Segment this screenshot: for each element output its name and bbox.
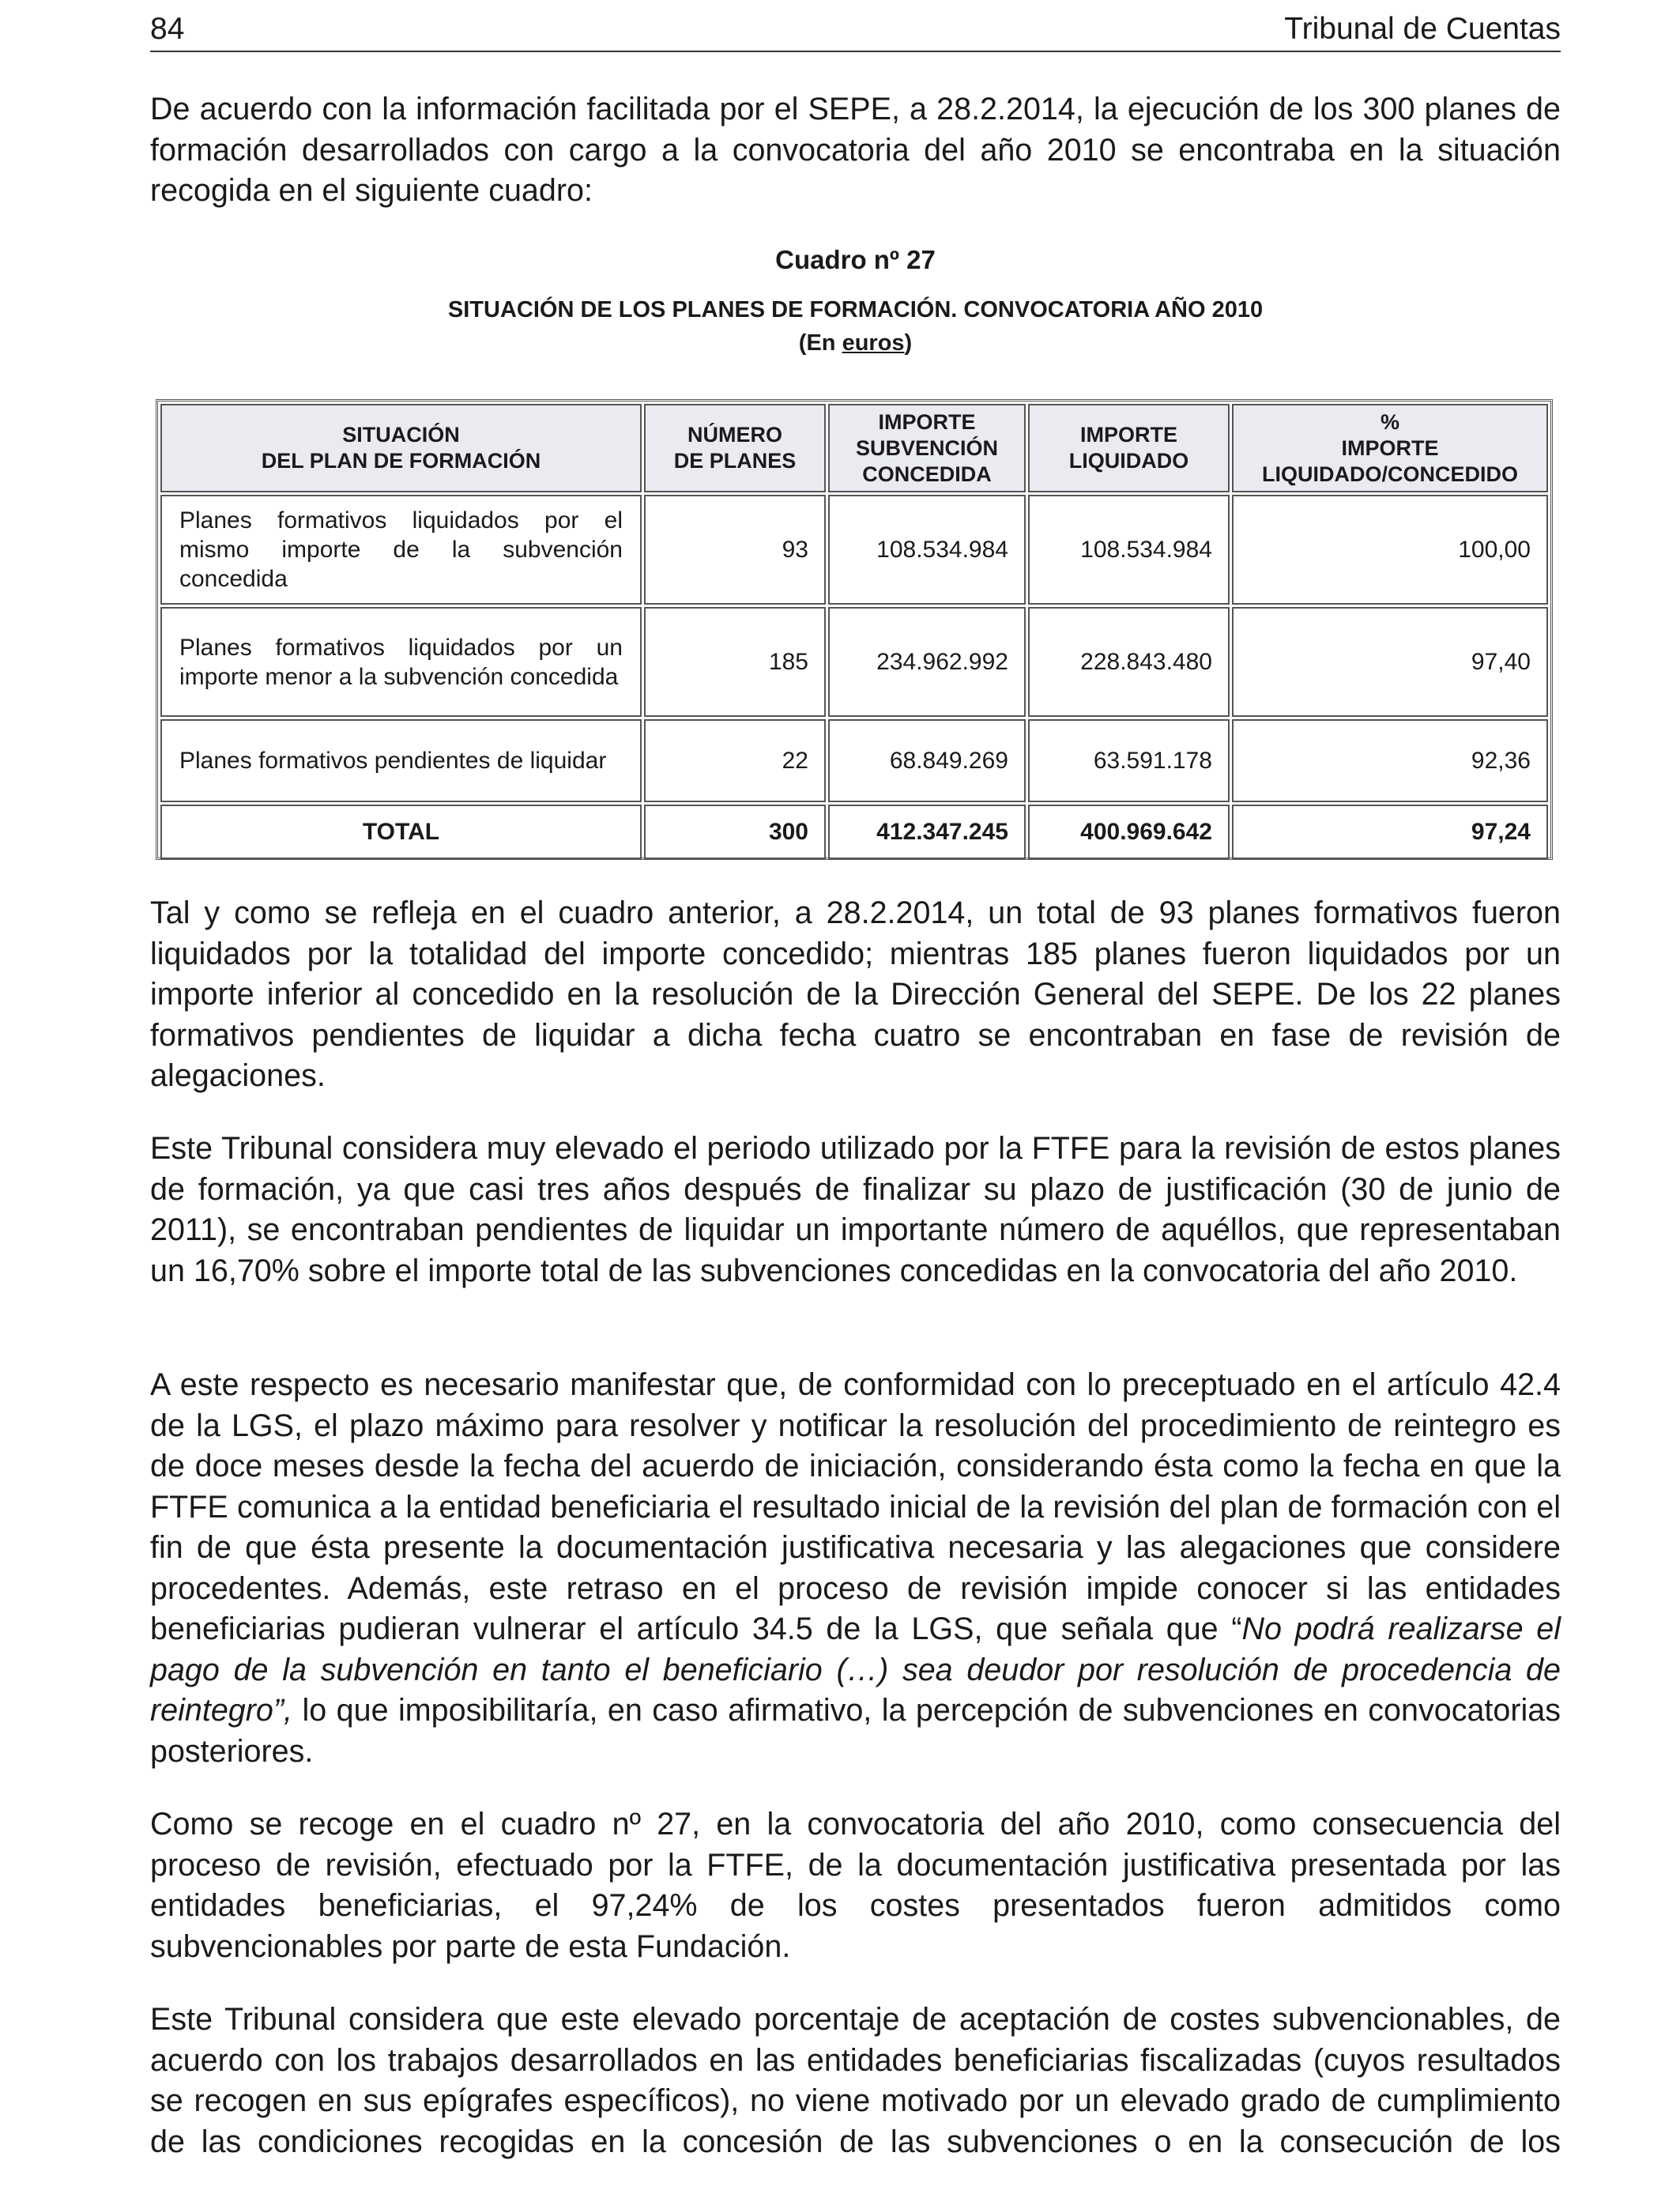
paragraph-text: lo que imposibilitaría, en caso afirmativo, la percepción de subvenciones en convocatorias posteriores. bbox=[150, 1693, 1561, 1769]
units-prefix: (En bbox=[798, 330, 842, 356]
table-header-row bbox=[160, 404, 1548, 492]
data-table bbox=[156, 399, 1553, 860]
row-pct: 100,00 bbox=[1232, 495, 1548, 605]
paragraph: Como se recoge en el cuadro nº 27, en la convocatoria del año 2010, como consecuencia del proceso de revisión, efectuado por la FTFE, de la documentación justificativa presentada por las entidades beneficiarias, el 97,24% de los costes presentados fueron admitidos como subvencionables por parte de esta Fundación. bbox=[150, 1807, 1561, 1964]
row-label: Planes formativos liquidados por un importe menor a la subvención concedida bbox=[160, 607, 642, 717]
paragraph: Tal y como se refleja en el cuadro anterior, a 28.2.2014, un total de 93 planes formativos fueron liquidados por la totalidad del importe concedido; mientras 185 planes fueron liquidados por un importe inferior al concedido en la resolución de la Dirección General del SEPE. De los 22 planes formativos pendientes de liquidar a dicha fecha cuatro se encontraban en fase de revisión de alegaciones. bbox=[150, 895, 1561, 1093]
total-liquidado: 400.969.642 bbox=[1028, 805, 1230, 860]
page-number: 84 bbox=[150, 12, 185, 46]
total-numero: 300 bbox=[644, 805, 826, 860]
table-row bbox=[160, 495, 1548, 605]
header-concedida: IMPORTE SUBVENCIÓN CONCEDIDA bbox=[828, 404, 1026, 492]
row-liquidado: 63.591.178 bbox=[1028, 719, 1230, 802]
table-row bbox=[160, 607, 1548, 717]
table-row bbox=[160, 719, 1548, 802]
units-word: euros bbox=[842, 330, 905, 356]
paragraph: Este Tribunal considera que este elevado porcentaje de aceptación de costes subvencionables, de acuerdo con los trabajos desarrollados en las entidades beneficiarias fiscalizadas (cuyos resultados se recogen en sus epígrafes específicos), no viene motivado por un elevado grado de cumplimiento de las condiciones recogidas en la concesión de las subvenciones o en la consecución de los bbox=[150, 2002, 1561, 2159]
row-numero: 22 bbox=[644, 719, 826, 802]
header-numero: NÚMERO DE PLANES bbox=[644, 404, 826, 492]
total-label: TOTAL bbox=[160, 805, 642, 860]
paragraph-text: A este respecto es necesario manifestar que, de conformidad con lo preceptuado en el artículo 42.4 de la LGS, el plazo máximo para resolver y notificar la resolución del procedimiento de reintegro es de doce meses desde la fecha del acuerdo de iniciación, considerando ésta como la fecha en que la FTFE comunica a la entidad beneficiaria el resultado inicial de la revisión del plan de formación con el fin de que ésta presente la documentación justificativa necesaria y las alegaciones que considere procedentes. Además, este retraso en el proceso de revisión impide conocer si las entidades beneficiarias pudieran vulnerar el artículo 34.5 de la LGS, que señala que “ bbox=[150, 1367, 1561, 1646]
table-title: SITUACIÓN DE LOS PLANES DE FORMACIÓN. CONVOCATORIA AÑO 2010 bbox=[447, 297, 1264, 322]
units-suffix: ) bbox=[904, 330, 913, 356]
header-pct: % IMPORTE LIQUIDADO/CONCEDIDO bbox=[1232, 404, 1548, 492]
row-label: Planes formativos pendientes de liquidar bbox=[160, 719, 642, 802]
table-total-row bbox=[160, 805, 1548, 860]
table-units bbox=[150, 330, 1561, 356]
row-numero: 185 bbox=[644, 607, 826, 717]
row-concedida: 108.534.984 bbox=[828, 495, 1026, 605]
total-pct: 97,24 bbox=[1232, 805, 1548, 860]
header-situacion: SITUACIÓN DEL PLAN DE FORMACIÓN bbox=[160, 404, 642, 492]
publisher-name: Tribunal de Cuentas bbox=[1284, 12, 1561, 46]
page-header bbox=[150, 9, 1561, 52]
row-concedida: 68.849.269 bbox=[828, 719, 1026, 802]
intro-paragraph: De acuerdo con la información facilitada por el SEPE, a 28.2.2014, la ejecución de los 300 planes de formación desarrollados con cargo a la convocatoria del año 2010 se encontraba en la situación recogida en el siguiente cuadro: bbox=[150, 92, 1561, 208]
row-liquidado: 108.534.984 bbox=[1028, 495, 1230, 605]
row-liquidado: 228.843.480 bbox=[1028, 607, 1230, 717]
total-concedida: 412.347.245 bbox=[828, 805, 1026, 860]
row-concedida: 234.962.992 bbox=[828, 607, 1026, 717]
paragraph: Este Tribunal considera muy elevado el periodo utilizado por la FTFE para la revisión de estos planes de formación, ya que casi tres años después de finalizar su plazo de justificación (30 de junio de 2011), se encontraban pendientes de liquidar un importante número de aquéllos, que representaban un 16,70% sobre el importe total de las subvenciones concedidas en la convocatoria del año 2010. bbox=[150, 1131, 1561, 1288]
legal-quote: No podrá realizarse el pago de la subvención en tanto el beneficiario (…) sea deudor por resolución de procedencia de reintegro”, bbox=[150, 1612, 1561, 1728]
row-pct: 97,40 bbox=[1232, 607, 1548, 717]
row-label: Planes formativos liquidados por el mismo importe de la subvención concedida bbox=[160, 495, 642, 605]
header-liquidado: IMPORTE LIQUIDADO bbox=[1028, 404, 1230, 492]
row-pct: 92,36 bbox=[1232, 719, 1548, 802]
paragraph bbox=[150, 1365, 1561, 1772]
row-numero: 93 bbox=[644, 495, 826, 605]
table-caption: Cuadro nº 27 bbox=[775, 245, 936, 274]
